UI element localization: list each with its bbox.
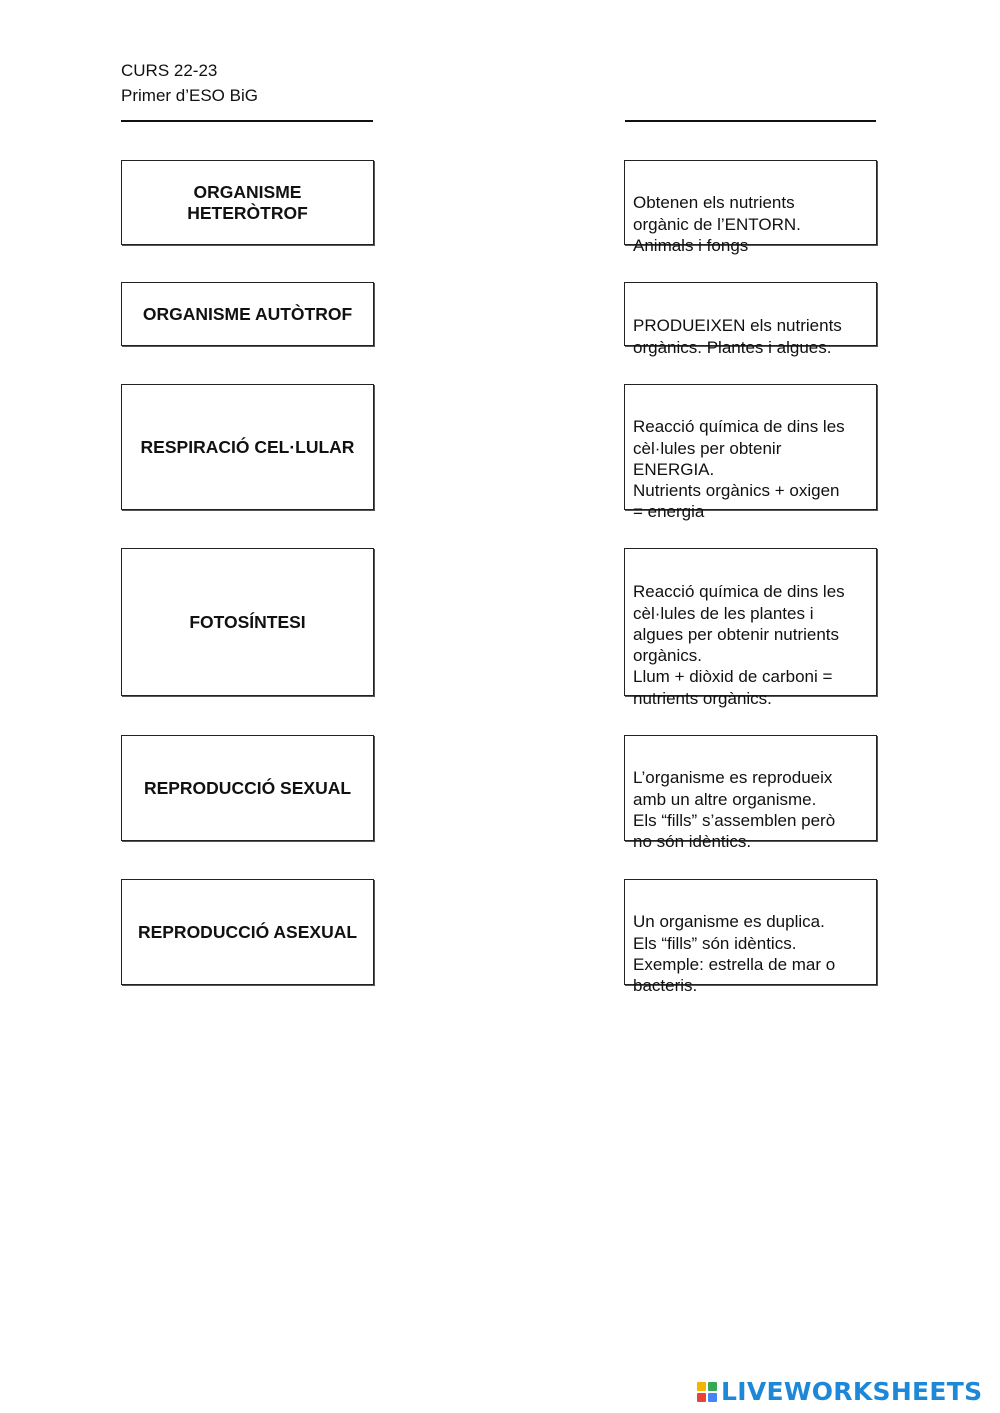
- term-card-heterotrof[interactable]: [121, 160, 374, 245]
- term-card-respiracio[interactable]: [121, 384, 374, 510]
- term-label: REPRODUCCIÓ SEXUAL: [143, 777, 352, 798]
- definition-card-respiracio[interactable]: [624, 384, 877, 522]
- definition-card-reproduccio-asexual[interactable]: [624, 879, 877, 996]
- term-label: FOTOSÍNTESI: [189, 611, 306, 632]
- term-card-reproduccio-sexual[interactable]: [121, 735, 374, 841]
- course-label: CURS 22-23: [121, 61, 218, 80]
- term-card-reproduccio-asexual[interactable]: [121, 879, 374, 985]
- liveworksheets-mark-icon: [697, 1382, 717, 1402]
- liveworksheets-logo[interactable]: [697, 1377, 982, 1407]
- name-line-right: [625, 120, 876, 122]
- definition-card-autotrof[interactable]: [624, 282, 877, 357]
- definition-text: Obtenen els nutrients orgànic de l’ENTORN. Animals i fongs: [633, 193, 801, 255]
- mark-square: [697, 1393, 706, 1402]
- definition-text: L’organisme es reprodueix amb un altre organisme. Els “fills” s’assemblen però no són idèntics.: [633, 768, 836, 852]
- mark-square: [697, 1382, 706, 1391]
- definition-text: Un organisme es duplica. Els “fills” són idèntics. Exemple: estrella de mar o bacteris.: [633, 912, 836, 996]
- brand-name: LIVEWORKSHEETS: [721, 1377, 983, 1406]
- term-label: RESPIRACIÓ CEL·LULAR: [140, 436, 355, 457]
- group-label: Primer d’ESO BiG: [121, 86, 258, 105]
- term-card-fotosintesi[interactable]: [121, 548, 374, 696]
- definition-card-heterotrof[interactable]: [624, 160, 877, 255]
- definition-text: Reacció química de dins les cèl·lules de les plantes i algues per obtenir nutrients orgànics. Llum + diòxid de carboni = nutrients orgànics.: [633, 582, 845, 708]
- name-line-left: [121, 120, 373, 122]
- term-label: ORGANISME HETERÒTROF: [187, 181, 308, 223]
- term-card-autotrof[interactable]: [121, 282, 374, 346]
- mark-square: [708, 1393, 717, 1402]
- term-label: REPRODUCCIÓ ASEXUAL: [137, 921, 358, 942]
- term-label: ORGANISME AUTÒTROF: [142, 303, 353, 324]
- definition-text: Reacció química de dins les cèl·lules per obtenir ENERGIA. Nutrients orgànics + oxigen = energia: [633, 417, 845, 522]
- definition-text: PRODUEIXEN els nutrients orgànics. Plantes i algues.: [633, 316, 842, 357]
- mark-square: [708, 1382, 717, 1391]
- definition-card-reproduccio-sexual[interactable]: [624, 735, 877, 852]
- definition-card-fotosintesi[interactable]: [624, 548, 877, 708]
